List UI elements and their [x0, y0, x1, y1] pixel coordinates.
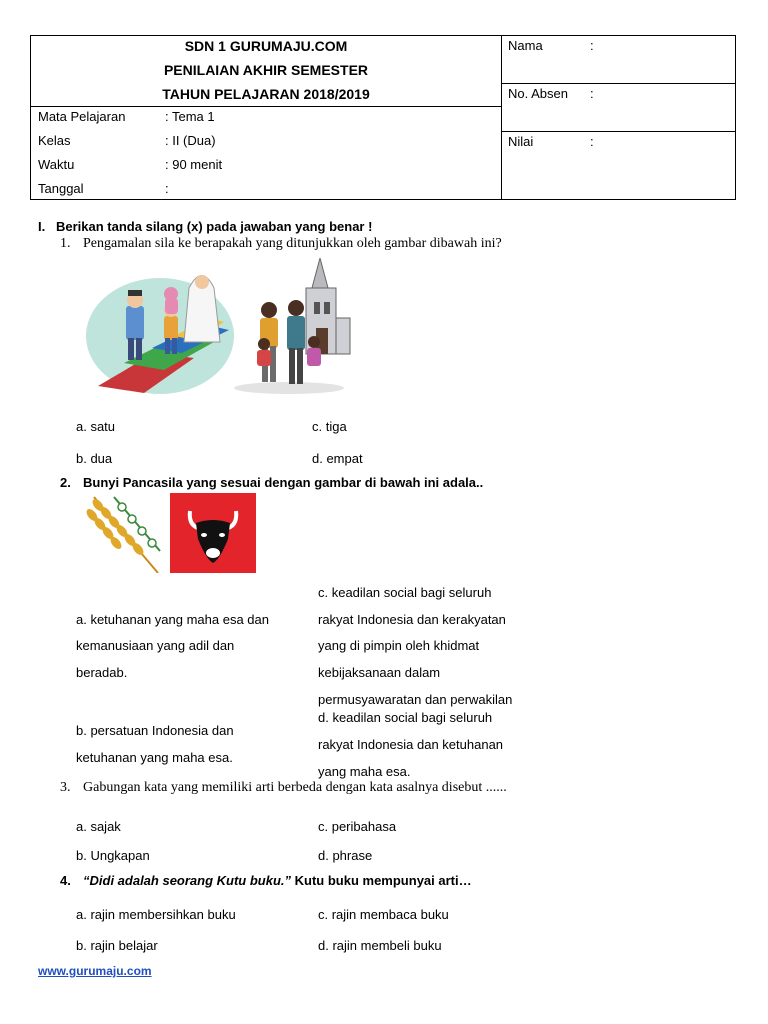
option-d[interactable]: d. keadilan social bagi seluruh — [318, 710, 493, 725]
question-text: Pengamalan sila ke berapakah yang ditunjukkan oleh gambar dibawah ini? — [83, 236, 502, 251]
absen-value[interactable]: : — [590, 86, 594, 101]
option-c[interactable]: c. rajin membaca buku — [318, 907, 449, 922]
footer-link[interactable]: www.gurumaju.com — [38, 964, 152, 978]
option-c[interactable]: c. keadilan social bagi seluruh — [318, 585, 492, 600]
school-year: TAHUN PELAJARAN 2018/2019 — [162, 86, 370, 102]
right-divider — [502, 131, 736, 132]
option-c-line: kebijaksanaan dalam — [318, 665, 441, 680]
question-number: 4. — [60, 873, 71, 888]
option-b[interactable]: b. dua — [76, 451, 113, 466]
question-text: Bunyi Pancasila yang sesuai dengan gambar di bawah ini adala.. — [83, 475, 484, 490]
option-c-line: permusyawaratan dan perwakilan — [318, 692, 513, 707]
option-a[interactable]: a. ketuhanan yang maha esa dan — [76, 612, 269, 627]
option-a-line: kemanusiaan yang adil dan — [76, 638, 235, 653]
name-label: Nama — [508, 38, 543, 53]
option-c-line: yang di pimpin oleh khidmat — [318, 638, 480, 653]
option-c[interactable]: c. peribahasa — [318, 819, 397, 834]
question-text: Kutu buku mempunyai arti… — [291, 873, 472, 888]
sila-illustration — [84, 258, 356, 398]
field-value: : II (Dua) — [165, 133, 216, 148]
option-c-line: rakyat Indonesia dan kerakyatan — [318, 612, 506, 627]
option-a-line: beradab. — [76, 665, 128, 680]
option-d[interactable]: d. empat — [312, 451, 363, 466]
field-value: : 90 menit — [165, 157, 223, 172]
school-name: SDN 1 GURUMAJU.COM — [184, 38, 348, 54]
option-d[interactable]: d. rajin membeli buku — [318, 938, 442, 953]
field-value: : Tema 1 — [165, 109, 215, 124]
pancasila-symbols — [84, 493, 256, 573]
question-quote: “Didi adalah seorang Kutu buku.” — [83, 873, 292, 888]
right-divider — [502, 83, 736, 84]
question-text-wrap — [83, 873, 472, 888]
option-b[interactable]: b. persatuan Indonesia dan — [76, 723, 234, 738]
nilai-label: Nilai — [508, 134, 534, 149]
section-instruction: Berikan tanda silang (x) pada jawaban yang benar ! — [56, 219, 373, 234]
option-a[interactable]: a. sajak — [76, 819, 121, 834]
field-label: Tanggal — [38, 181, 84, 196]
option-d[interactable]: d. phrase — [318, 848, 373, 863]
nilai-value[interactable]: : — [590, 134, 594, 149]
name-value[interactable]: : — [590, 38, 594, 53]
exam-title: PENILAIAN AKHIR SEMESTER — [163, 62, 369, 78]
field-label: Mata Pelajaran — [38, 109, 126, 124]
rice-cotton-icon — [84, 497, 160, 573]
absen-label: No. Absen — [508, 86, 568, 101]
option-b[interactable]: b. rajin belajar — [76, 938, 158, 953]
question-number: 3. — [60, 780, 71, 795]
option-d-line: yang maha esa. — [318, 764, 411, 779]
girl-figure — [164, 287, 178, 314]
option-c[interactable]: c. tiga — [312, 419, 347, 434]
question-number: 2. — [60, 475, 71, 490]
option-b-line: ketuhanan yang maha esa. — [76, 750, 233, 765]
section-number: I. — [38, 219, 46, 234]
field-value: : — [165, 181, 169, 196]
option-a[interactable]: a. rajin membersihkan buku — [76, 907, 236, 922]
header-divider — [30, 106, 502, 107]
option-a[interactable]: a. satu — [76, 419, 116, 434]
question-number: 1. — [60, 236, 71, 251]
field-label: Kelas — [38, 133, 71, 148]
option-b[interactable]: b. Ungkapan — [76, 848, 150, 863]
field-label: Waktu — [38, 157, 75, 172]
question-text: Gabungan kata yang memiliki arti berbeda dengan kata asalnya disebut ...... — [83, 780, 507, 795]
option-d-line: rakyat Indonesia dan ketuhanan — [318, 737, 504, 752]
